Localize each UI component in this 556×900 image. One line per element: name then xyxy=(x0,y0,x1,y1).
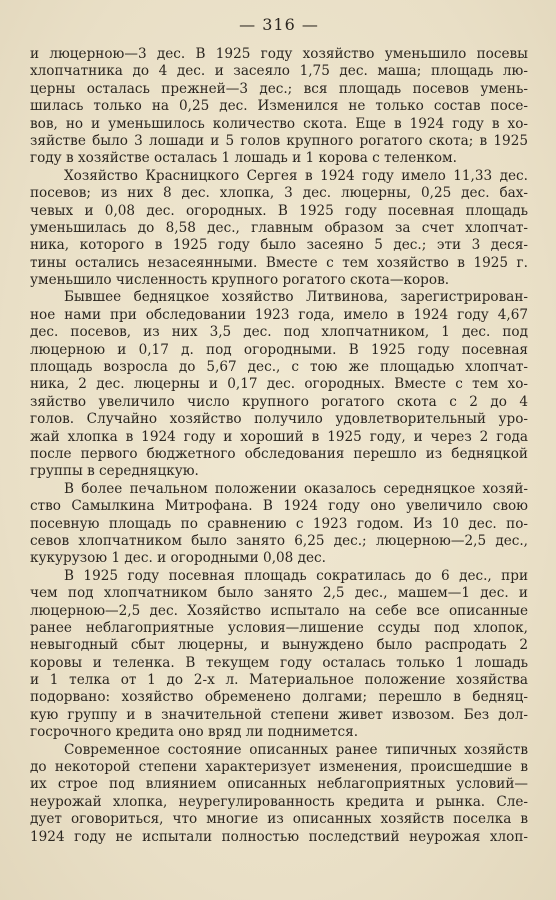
text-line: году в хозяйстве осталась 1 лошадь и 1 корова с теленком. xyxy=(30,150,457,167)
text-line: дес. посевов, из них 3,5 дес. под хлопчатником, 1 дес. под xyxy=(30,324,528,341)
text-line: Современное состояние описанных ранее типичных хозяйств xyxy=(64,741,528,758)
text-line: госрочного кредита оно вряд ли поднимется. xyxy=(30,724,359,741)
text-line: ранее неблагоприятные условия—лишение ссуды под хлопок, xyxy=(30,619,528,636)
text-line: чевых и 0,08 дес. огородных. В 1925 году посевная площадь xyxy=(30,202,528,219)
text-line: неурожай хлопка, неурегулированность кредита и рынка. Сле- xyxy=(30,793,528,810)
text-line: и 1 телка от 1 до 2-х л. Материальное положение хозяйства xyxy=(30,672,528,689)
text-line: дует оговориться, что многие из описанных хозяйств поселка в xyxy=(30,811,528,828)
text-line: В более печальном положении оказалось середняцкое хозяй- xyxy=(64,480,528,497)
text-line: уменьшилась до 8,58 дес., главным образом за счет хлопчат- xyxy=(30,219,528,236)
text-line: люцерною—2,5 дес. Хозяйство испытало на себе все описанные xyxy=(30,602,528,619)
text-line: ника, которого в 1925 году было засеяно 5 дес.; эти 3 деся- xyxy=(30,237,528,254)
text-line: их строе под влиянием описанных неблагоприятных условий— xyxy=(30,776,528,793)
text-line: невыгодный сбыт люцерны, и вынуждено было распродать 2 xyxy=(30,637,528,654)
text-line: жай хлопка в 1924 году и хороший в 1925 году, и через 2 года xyxy=(30,428,528,445)
text-line: ника, 2 дес. люцерны и 0,17 дес. огородных. Вместе с тем хо- xyxy=(30,376,528,393)
text-line: после первого бюджетного обследования перешло из бедняцкой xyxy=(30,445,528,462)
text-line: зяйство увеличило число крупного рогатого скота с 2 до 4 xyxy=(30,393,528,410)
text-line: зяйстве было 3 лошади и 5 голов крупного рогатого скота; в 1925 xyxy=(30,132,528,149)
text-line: хлопчатника до 4 дес. и засеяло 1,75 дес. маша; площадь лю- xyxy=(30,63,528,80)
text-line: подорвано: хозяйство обременено долгами; перешло в бедняц- xyxy=(30,689,528,706)
text-line: Бывшее бедняцкое хозяйство Литвинова, зарегистрирован- xyxy=(64,289,528,306)
text-line: ное нами при обследовании 1923 года, имело в 1924 году 4,67 xyxy=(30,306,528,323)
text-line: уменьшило численность крупного рогатого скота—коров. xyxy=(30,272,450,289)
text-line: люцерною и 0,17 д. под огородными. В 1925 году посевная xyxy=(30,341,528,358)
text-line: до некоторой степени характеризует изменения, происшедшие в xyxy=(30,759,528,776)
text-line: В 1925 году посевная площадь сократилась до 6 дес., при xyxy=(64,567,528,584)
text-line: тины остались незасеянными. Вместе с тем хозяйство в 1925 г. xyxy=(30,254,528,271)
text-line: Хозяйство Красницкого Сергея в 1924 году имело 11,33 дес. xyxy=(64,167,528,184)
text-line: группы в середняцкую. xyxy=(30,463,199,480)
text-line: голов. Случайно хозяйство получило удовлетворительный уро- xyxy=(30,411,528,428)
text-line: вов, но и уменьшилось количество скота. Еще в 1924 году в хо- xyxy=(30,115,528,132)
text-line: ство Самылкина Митрофана. В 1924 году оно увеличило свою xyxy=(30,498,528,515)
text-line: посевов; из них 8 дес. хлопка, 3 дес. люцерны, 0,25 дес. бах- xyxy=(30,185,528,202)
text-line: чем под хлопчатником было занято 2,5 дес., машем—1 дес. и xyxy=(30,585,528,602)
text-line: площадь возросла до 5,67 дес., с тою же площадью хлопчат- xyxy=(30,359,528,376)
page-number: — 316 — xyxy=(239,15,319,34)
text-line: кукурузою 1 дес. и огородными 0,08 дес. xyxy=(30,550,326,567)
text-line: и люцерною—3 дес. В 1925 году хозяйство уменьшило посевы xyxy=(30,46,528,62)
text-line: коровы и теленка. В текущем году осталась только 1 лошадь xyxy=(30,654,528,671)
text-line: 1924 году не испытали полностью последствий неурожая хлоп- xyxy=(30,828,528,845)
text-line: шилась только на 0,25 дес. Изменился не только состав посе- xyxy=(30,98,528,115)
text-line: церны осталась прежней—3 дес.; вся площадь посевов умень- xyxy=(30,80,528,97)
text-line: посевную площадь по сравнению с 1923 годом. Из 10 дес. по- xyxy=(30,515,528,532)
text-line: севов хлопчатником было занято 6,25 дес.; люцерною—2,5 дес., xyxy=(30,532,528,549)
text-line: кую группу и в значительной степени живет извозом. Без дол- xyxy=(30,706,528,723)
page-text xyxy=(30,46,528,846)
